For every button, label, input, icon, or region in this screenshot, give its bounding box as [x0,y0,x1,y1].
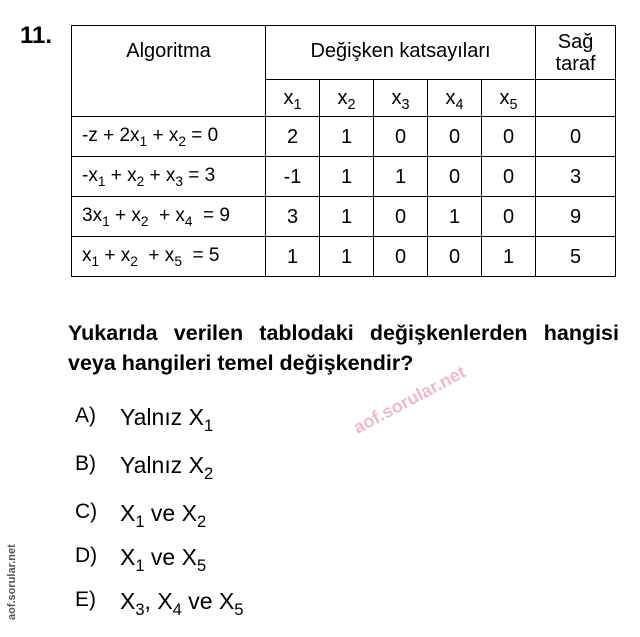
coefficient-cell: 1 [482,237,536,277]
coefficient-cell: 0 [482,157,536,197]
header-row [72,26,616,80]
coefficient-cell: 1 [320,117,374,157]
equation-cell [72,197,266,237]
text-part: Yalnız X [120,452,204,478]
subscript: 1 [135,555,145,575]
subscript: 1 [102,213,110,229]
variable-base: x [445,87,456,109]
rhs-cell: 9 [536,197,616,237]
text-part: = 5 [181,245,220,267]
option-letter: D) [75,544,98,567]
subscript: 2 [203,463,214,483]
text-part: 3x [82,205,103,227]
equation-cell [72,237,266,277]
variable-header-x2 [320,80,374,117]
variable-base: x [391,87,402,109]
subscript: 2 [196,511,207,531]
subscript: 1 [97,173,106,189]
text-part: ve X [144,500,197,526]
side-watermark: aof.sorular.net [6,544,18,620]
text-part: -z + 2x [82,125,140,147]
text-part: = 0 [185,125,219,147]
subscript: 3 [135,599,145,619]
variable-subscript: 1 [293,97,302,114]
coefficients-header: Değişken katsayıları [266,26,536,80]
subscript: 1 [203,415,214,435]
rhs-cell: 5 [536,237,616,277]
variable-base: x [337,87,348,109]
subscript: 2 [178,133,186,149]
table-row [72,197,616,237]
text-part: = 3 [182,165,216,187]
variable-header-x1 [266,80,320,117]
simplex-table [71,25,616,277]
rhs-header-line2: taraf [555,52,596,75]
subscript: 5 [196,555,207,575]
text-part: -x [82,165,98,187]
coefficient-cell: 0 [374,197,428,237]
subscript: 3 [175,173,183,189]
table-row [72,157,616,197]
text-part: + x [147,125,179,147]
subscript: 1 [139,133,148,149]
algorithm-header: Algoritma [72,26,266,117]
subscript: 5 [234,599,244,619]
variable-header-x4 [428,80,482,117]
text-part: + x [109,205,141,227]
equation-cell [72,157,266,197]
text-part: X [120,588,136,614]
text-part: + x [105,165,137,187]
coefficient-cell: 0 [428,117,482,157]
rhs-header-line1: Sağ [557,30,594,53]
subscript: 1 [91,253,100,269]
subscript: 5 [174,253,182,269]
variable-header-x5 [482,80,536,117]
text-part: , X [144,588,173,614]
variable-base: x [283,87,294,109]
coefficient-cell: 1 [374,157,428,197]
coefficient-cell: 1 [320,157,374,197]
option-text [120,544,207,575]
watermark: aof.sorular.net [350,361,469,438]
text-part: + x [148,205,185,227]
text-part: + x [137,245,175,267]
variable-subscript: 2 [347,97,356,114]
equation-cell [72,117,266,157]
coefficient-cell: 1 [320,197,374,237]
subscript: 2 [140,213,149,229]
option-text [120,452,214,483]
variable-subscript: 3 [401,97,410,114]
coefficient-cell: 0 [374,237,428,277]
rhs-variable-cell [536,80,616,117]
coefficient-cell: 3 [266,197,320,237]
option-letter: E) [75,588,96,611]
variable-header-x3 [374,80,428,117]
variable-subscript: 4 [455,97,464,114]
coefficient-cell: 2 [266,117,320,157]
coefficient-cell: 0 [482,117,536,157]
table-row [72,117,616,157]
coefficient-cell: 1 [428,197,482,237]
rhs-cell: 0 [536,117,616,157]
text-part: X [120,500,136,526]
text-part: ve X [144,544,197,570]
subscript: 2 [136,173,145,189]
text-part: X [120,544,136,570]
variable-subscript: 5 [509,97,518,114]
question-number: 11. [20,22,53,49]
option-text [120,588,244,619]
text-part: ve X [181,588,235,614]
text-part: Yalnız X [120,404,204,430]
option-text [120,404,214,435]
question-text: Yukarıda verilen tablodaki değişkenlerden hangisi veya hangileri temel değişkendir? [68,321,619,375]
coefficient-cell: 0 [374,117,428,157]
text-part: + x [99,245,131,267]
coefficient-cell: 1 [320,237,374,277]
table-row [72,237,616,277]
subscript: 4 [184,213,193,229]
coefficient-cell: 0 [482,197,536,237]
coefficient-cell: 1 [266,237,320,277]
coefficient-cell: -1 [266,157,320,197]
option-letter: A) [75,404,96,427]
rhs-cell: 3 [536,157,616,197]
rhs-header [536,26,616,80]
variable-base: x [499,87,510,109]
option-letter: B) [75,452,96,475]
option-letter: C) [75,500,98,523]
coefficient-cell: 0 [428,237,482,277]
subscript: 2 [130,253,138,269]
option-text [120,500,207,531]
text-part: = 9 [192,205,230,227]
text-part: x [82,245,92,267]
subscript: 1 [135,511,145,531]
coefficient-cell: 0 [428,157,482,197]
subscript: 4 [172,599,182,619]
text-part: + x [144,165,176,187]
